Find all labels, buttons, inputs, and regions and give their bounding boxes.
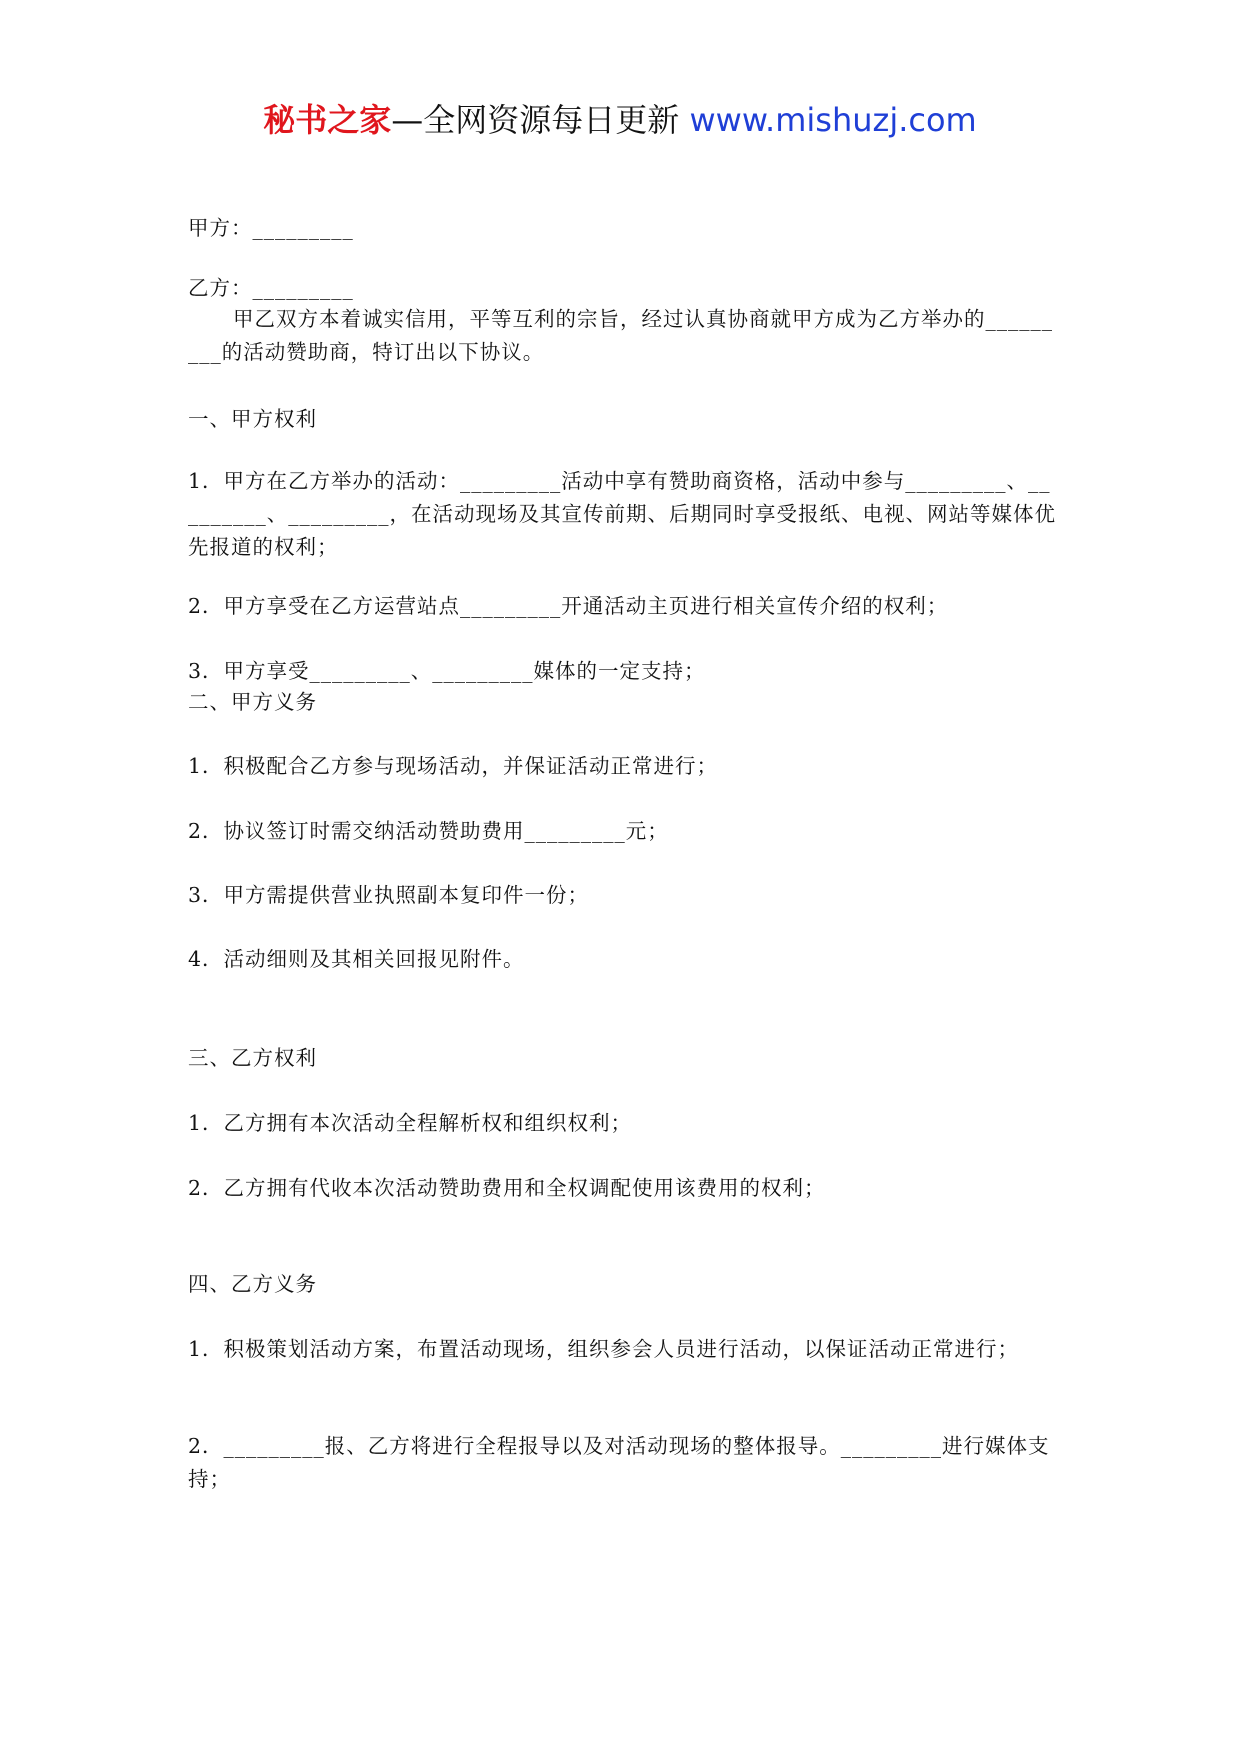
section-1-title: 一、甲方权利 bbox=[188, 407, 317, 431]
section-1-item-3: 3．甲方享受_________、_________媒体的一定支持； bbox=[188, 659, 706, 683]
header-slogan: —全网资源每日更新 bbox=[391, 101, 680, 139]
section-2-item-4: 4．活动细则及其相关回报见附件。 bbox=[188, 947, 525, 971]
section-2-item-2: 2．协议签订时需交纳活动赞助费用_________元； bbox=[188, 819, 669, 843]
section-4-item-1: 1．积极策划活动方案，布置活动现场，组织参会人员进行活动，以保证活动正常进行； bbox=[188, 1337, 1020, 1361]
section-2-item-1: 1．积极配合乙方参与现场活动，并保证活动正常进行； bbox=[188, 754, 719, 778]
section-2-item-3: 3．甲方需提供营业执照副本复印件一份； bbox=[188, 883, 590, 907]
section-2-title: 二、甲方义务 bbox=[188, 690, 317, 714]
section-3-title: 三、乙方权利 bbox=[188, 1046, 317, 1070]
section-1-item-1: 1．甲方在乙方举办的活动：_________活动中享有赞助商资格，活动中参与_________、_________、_________，在活动现场及其宣传前期、后期同时享受报纸、电视、网站等媒体优先报道的权利； bbox=[188, 469, 1056, 559]
section-3-item-1: 1．乙方拥有本次活动全程解析权和组织权利； bbox=[188, 1111, 633, 1135]
brand-name: 秘书之家 bbox=[263, 101, 392, 139]
section-3-item-2: 2．乙方拥有代收本次活动赞助费用和全权调配使用该费用的权利； bbox=[188, 1176, 826, 1200]
section-1-item-2: 2．甲方享受在乙方运营站点_________开通活动主页进行相关宣传介绍的权利； bbox=[188, 594, 949, 618]
site-url[interactable]: www.mishuzj.com bbox=[689, 101, 977, 139]
party-a-line: 甲方：_________ bbox=[188, 216, 354, 240]
intro-paragraph: 甲乙双方本着诚实信用，平等互利的宗旨，经过认真协商就甲方成为乙方举办的_________的活动赞助商，特订出以下协议。 bbox=[188, 307, 1053, 364]
site-header bbox=[0, 100, 1240, 140]
section-4-title: 四、乙方义务 bbox=[188, 1272, 317, 1296]
party-b-line: 乙方：_________ bbox=[188, 276, 354, 300]
section-4-item-2: 2．_________报、乙方将进行全程报导以及对活动现场的整体报导。_________进行媒体支持； bbox=[188, 1434, 1050, 1491]
